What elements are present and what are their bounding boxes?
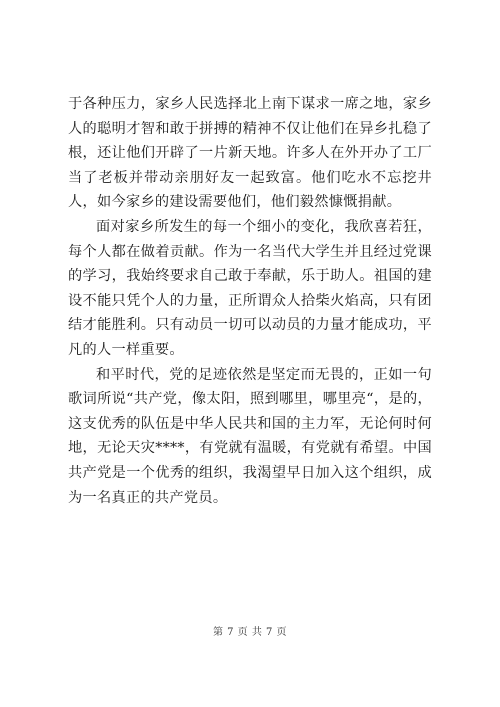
body-text: [68, 92, 432, 510]
paragraph-continuation: 于各种压力，家乡人民选择北上南下谋求一席之地，家乡人的聪明才智和敢于拼搏的精神不仅让他们在异乡扎稳了根，还让他们开辟了一片新天地。许多人在外开办了工厂当了老板并带动亲朋好友一起致富。他们吃水不忘挖井人，如今家乡的建设需要他们，他们毅然慷慨捐献。: [68, 96, 432, 211]
page-footer: 第 7 页 共 7 页: [212, 627, 288, 638]
paragraph-peace-era: 和平时代，党的足迹依然是坚定而无畏的，正如一句歌词所说“共产党，像太阳，照到哪里，哪里亮“，是的，这支优秀的队伍是中华人民共和国的主力军，无论何时何地，无论天灾****，有党就有温暖，有党就有希望。中国共产党是一个优秀的组织，我渴望早日加入这个组织，成为一名真正的共产党员。: [68, 366, 432, 506]
paragraph-hometown-changes: 面对家乡所发生的每一个细小的变化，我欣喜若狂，每个人都在做着贡献。作为一名当代大学生并且经过党课的学习，我始终要求自己敢于奉献，乐于助人。祖国的建设不能只凭个人的力量，正所谓众人拾柴火焰高，只有团结才能胜利。只有动员一切可以动员的力量才能成功，平凡的人一样重要。: [68, 218, 432, 358]
